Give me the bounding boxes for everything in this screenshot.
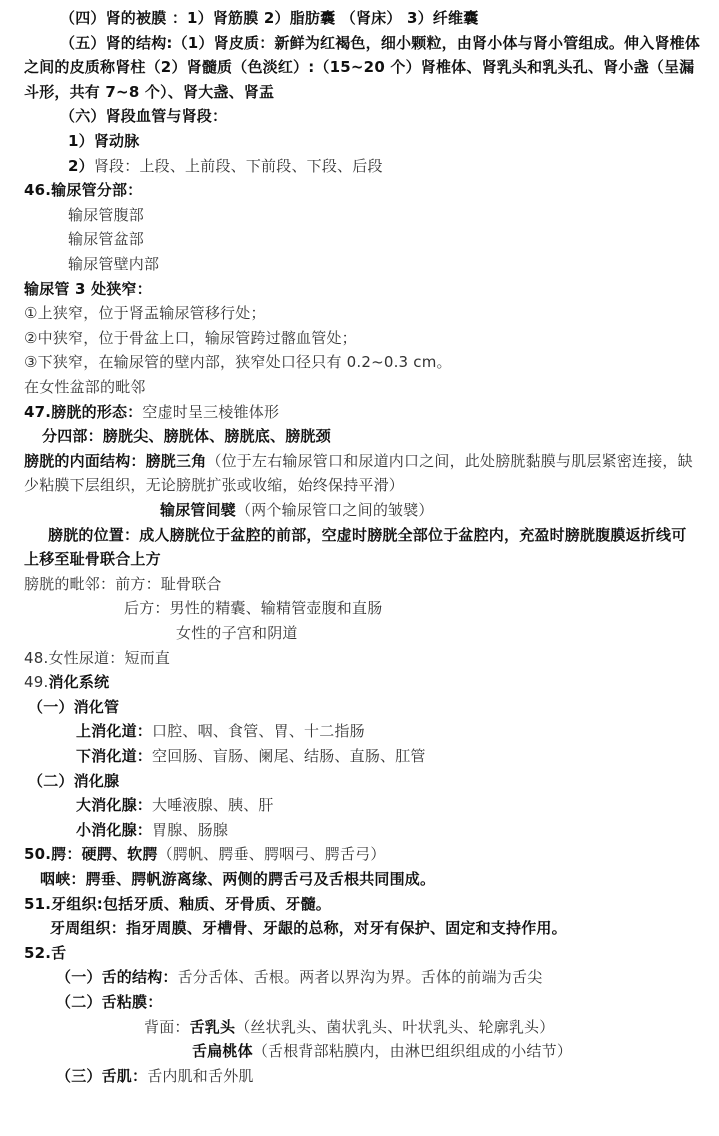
- text-line: [40, 867, 701, 892]
- text-line: [68, 227, 701, 252]
- regular-text: （位于左右输尿管口和尿道内口之间，此处膀胱黏膜与肌层紧密连接，缺少粘膜下层组织，无论膀胱扩张或收缩，始终保持平滑）: [24, 451, 693, 495]
- text-line: [76, 719, 701, 744]
- regular-text: （两个输尿管口之间的皱襞）: [236, 501, 434, 519]
- regular-text: 膀胱的毗邻：前方：耻骨联合: [24, 574, 222, 593]
- regular-text: 输尿管盆部: [68, 230, 145, 249]
- regular-text: （腭帆、腭垂、腭咽弓、腭舌弓）: [157, 845, 386, 864]
- regular-text: （舌根背部粘膜内，由淋巴组织组成的小结节）: [252, 1042, 573, 1061]
- bold-text: 51.牙组织:包括牙质、釉质、牙骨质、牙髓。: [24, 894, 331, 913]
- bold-text: 输尿管 3 处狭窄：: [24, 279, 152, 298]
- text-line: [76, 818, 701, 843]
- text-line: [24, 670, 701, 695]
- bold-text: 46.输尿管分部：: [24, 181, 143, 200]
- bold-text: （四）肾的被膜 ：1）肾筋膜 2）脂肪囊 （肾床） 3）纤维囊: [60, 9, 479, 27]
- bold-text: 52.舌: [24, 943, 67, 962]
- bold-text: 分四部：膀胱尖、膀胱体、膀胱底、膀胱颈: [42, 427, 331, 446]
- bold-text: 大消化腺：: [76, 796, 153, 815]
- bold-text: 2）: [68, 156, 94, 175]
- text-line: [24, 277, 701, 302]
- text-line: [24, 31, 701, 105]
- bold-text: 膀胱的内面结构：膀胱三角: [24, 451, 207, 470]
- text-line: [56, 1064, 701, 1089]
- text-line: [68, 129, 701, 154]
- text-line: [28, 695, 701, 720]
- text-line: [24, 646, 701, 671]
- text-line: [28, 769, 701, 794]
- regular-text: 49.: [24, 673, 49, 692]
- regular-text: 空回肠、盲肠、阑尾、结肠、直肠、肛管: [152, 747, 426, 765]
- bold-text: 膀胱的位置：成人膀胱位于盆腔的前部，空虚时膀胱全部位于盆腔内，充盈时膀胱腹膜返折线可上移至耻骨联合上方: [24, 525, 687, 569]
- text-line: [42, 424, 701, 449]
- text-line: [24, 178, 701, 203]
- regular-text: 背面：: [144, 1017, 190, 1036]
- text-line: [24, 350, 701, 375]
- bold-text: （六）肾段血管与肾段：: [60, 107, 228, 126]
- text-line: [24, 941, 701, 966]
- bold-text: （五）肾的结构:（1）肾皮质：新鲜为红褐色，细小颗粒，由肾小体与肾小管组成。伸入肾椎体之间的皮质称肾柱（2）肾髓质（色淡红）:（15~20 个）肾椎体、肾乳头和乳头孔、肾小盏（呈漏斗形，共有 7~8 个）、肾大盏、肾盂: [24, 33, 701, 101]
- text-line: [124, 596, 701, 621]
- text-line: [56, 965, 701, 990]
- text-line: [60, 6, 701, 31]
- regular-text: 胃腺、肠腺: [152, 820, 229, 839]
- text-line: [144, 1015, 701, 1040]
- bold-text: （一）舌的结构：: [56, 968, 178, 987]
- text-line: [192, 1039, 701, 1064]
- bold-text: （二）舌粘膜：: [56, 993, 163, 1011]
- text-line: [24, 842, 701, 867]
- regular-text: 舌分舌体、舌根。两者以界沟为界。舌体的前端为舌尖: [177, 968, 543, 987]
- text-line: [56, 990, 701, 1015]
- text-line: [24, 449, 701, 498]
- text-line: [24, 375, 701, 400]
- bold-text: 小消化腺：: [76, 820, 153, 839]
- bold-text: 舌乳头: [189, 1017, 236, 1036]
- bold-text: 1）肾动脉: [68, 132, 140, 150]
- bold-text: （二）消化腺: [28, 771, 120, 790]
- regular-text: 大唾液腺、胰、肝: [152, 796, 274, 815]
- text-line: [68, 203, 701, 228]
- regular-text: ②中狭窄，位于骨盆上口，输尿管跨过髂血管处；: [24, 328, 357, 347]
- text-line: [176, 621, 701, 646]
- text-line: [76, 744, 701, 769]
- bold-text: （三）舌肌：: [56, 1066, 148, 1085]
- regular-text: （丝状乳头、菌状乳头、叶状乳头、轮廓乳头）: [235, 1017, 555, 1036]
- text-line: [76, 793, 701, 818]
- text-line: [50, 916, 701, 941]
- regular-text: ①上狭窄，位于肾盂输尿管移行处；: [24, 304, 266, 323]
- bold-text: 舌扁桃体: [192, 1042, 253, 1061]
- regular-text: 后方：男性的精囊、输精管壶腹和直肠: [124, 599, 383, 618]
- bold-text: 输尿管间襞: [160, 501, 237, 519]
- regular-text: ③下狭窄，在输尿管的壁内部，狭窄处口径只有 0.2~0.3 cm。: [24, 353, 452, 372]
- bold-text: 消化系统: [48, 673, 110, 692]
- regular-text: 女性的子宫和阴道: [176, 624, 298, 642]
- regular-text: 48.女性尿道：短而直: [24, 648, 171, 667]
- text-line: [68, 154, 701, 179]
- bold-text: （一）消化管: [28, 697, 120, 716]
- regular-text: 肾段：上段、上前段、下前段、下段、后段: [93, 156, 383, 175]
- regular-text: 输尿管壁内部: [68, 255, 160, 273]
- bold-text: 咽峡：腭垂、腭帆游离缘、两侧的腭舌弓及舌根共同围成。: [40, 870, 436, 888]
- bold-text: 50.腭：硬腭、软腭: [24, 845, 158, 864]
- regular-text: 在女性盆部的毗邻: [24, 378, 146, 396]
- text-line: [160, 498, 701, 523]
- regular-text: 口腔、咽、食管、胃、十二指肠: [152, 722, 365, 741]
- text-line: [24, 326, 701, 351]
- regular-text: 输尿管腹部: [68, 205, 145, 224]
- text-line: [24, 523, 701, 572]
- text-line: [24, 301, 701, 326]
- bold-text: 下消化道：: [76, 747, 153, 765]
- bold-text: 上消化道：: [76, 722, 153, 741]
- bold-text: 47.膀胱的形态：: [24, 402, 143, 421]
- text-line: [24, 892, 701, 917]
- regular-text: 舌内肌和舌外肌: [147, 1066, 254, 1085]
- regular-text: 空虚时呈三棱锥体形: [142, 402, 280, 421]
- text-line: [24, 400, 701, 425]
- bold-text: 牙周组织：指牙周膜、牙槽骨、牙龈的总称，对牙有保护、固定和支持作用。: [50, 919, 567, 938]
- text-line: [60, 104, 701, 129]
- text-line: [24, 572, 701, 597]
- text-line: [68, 252, 701, 277]
